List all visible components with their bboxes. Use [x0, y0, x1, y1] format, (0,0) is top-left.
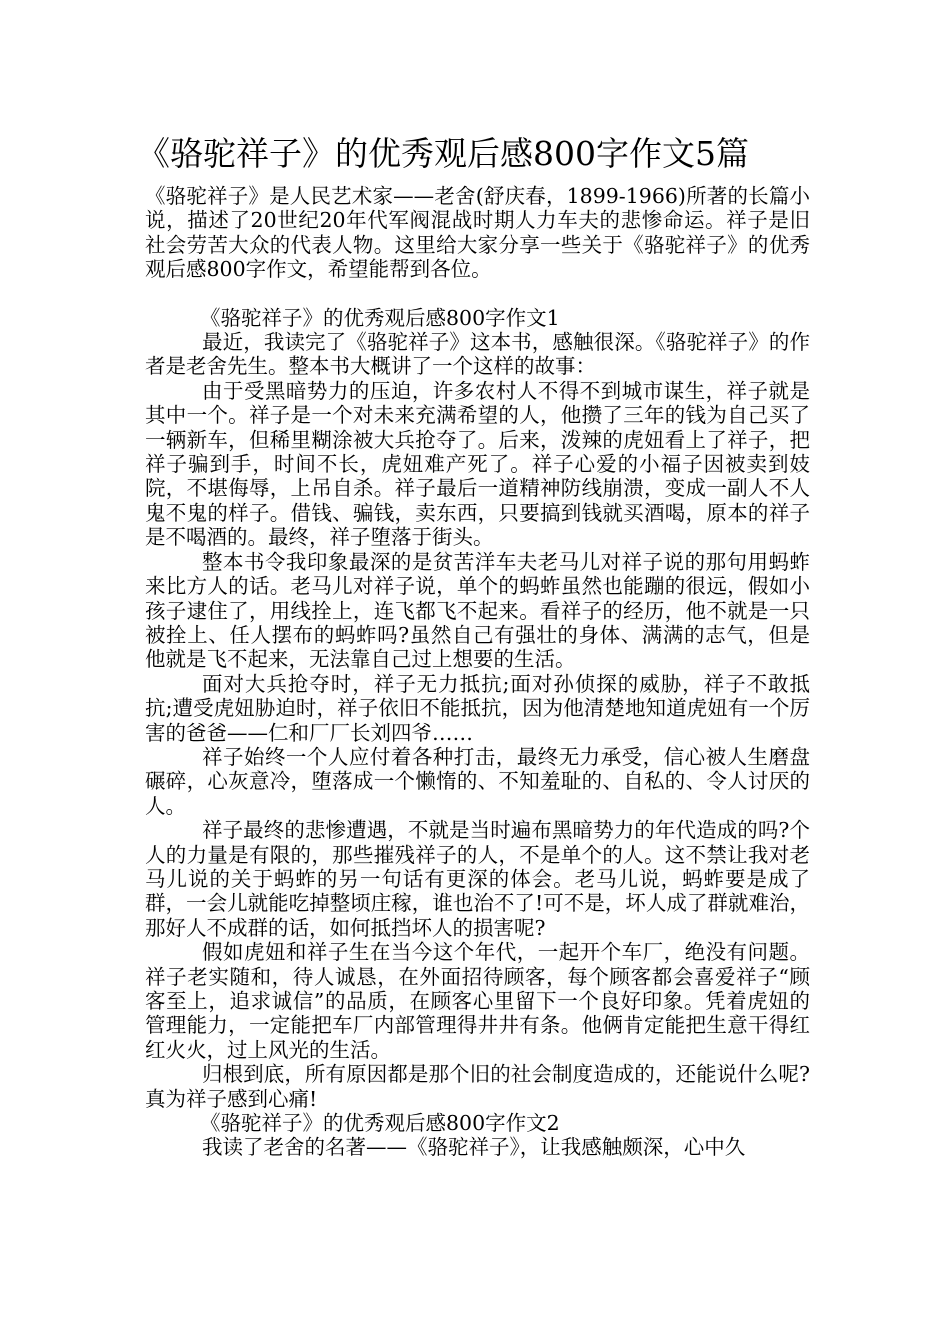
paragraph: 归根到底，所有原因都是那个旧的社会制度造成的，还能说什么呢?真为祥子感到心痛!	[145, 1062, 810, 1111]
intro-paragraph: 《骆驼祥子》是人民艺术家——老舍(舒庆春，1899-1966)所著的长篇小说，描述了20世纪20年代军阀混战时期人力车夫的悲惨命运。祥子是旧社会劳苦大众的代表人物。这里给大家分享一些关于《骆驼祥子》的优秀观后感800字作文，希望能帮到各位。	[145, 184, 810, 282]
document-page	[137, 132, 810, 1160]
paragraph: 我读了老舍的名著——《骆驼祥子》，让我感触颇深，心中久	[202, 1135, 746, 1160]
paragraph: 最近，我读完了《骆驼祥子》这本书，感触很深。《骆驼祥子》的作者是老舍先生。整本书大概讲了一个这样的故事：	[145, 330, 810, 379]
paragraph: 整本书令我印象最深的是贫苦洋车夫老马儿对祥子说的那句用蚂蚱来比方人的话。老马儿对祥子说，单个的蚂蚱虽然也能蹦的很远，假如小孩子逮住了，用线拴上，连飞都飞不起来。看祥子的经历，他不就是一只被拴上、任人摆布的蚂蚱吗?虽然自己有强壮的身体、满满的志气，但是他就是飞不起来，无法靠自己过上想要的生活。	[145, 549, 810, 672]
document-title: 《骆驼祥子》的优秀观后感800字作文5篇	[137, 134, 749, 173]
section-heading-1: 《骆驼祥子》的优秀观后感800字作文1	[200, 305, 560, 330]
paragraph: 祥子最终的悲惨遭遇，不就是当时遍布黑暗势力的年代造成的吗?个人的力量是有限的，那些摧残祥子的人，不是单个的人。这不禁让我对老马儿说的关于蚂蚱的另一句话有更深的体会。老马儿说，蚂蚱要是成了群，一会儿就能吃掉整顷庄稼，谁也治不了!可不是，坏人成了群就难治，那好人不成群的话，如何抵挡坏人的损害呢?	[145, 818, 810, 940]
paragraph: 由于受黑暗势力的压迫，许多农村人不得不到城市谋生，祥子就是其中一个。祥子是一个对未来充满希望的人，他攒了三年的钱为自己买了一辆新车，但稀里糊涂被大兵抢夺了。后来，泼辣的虎妞看上了祥子，把祥子骗到手，时间不长，虎妞难产死了。祥子心爱的小福子因被卖到妓院，不堪侮辱，上吊自杀。祥子最后一道精神防线崩溃，变成一副人不人鬼不鬼的样子。借钱、骗钱，卖东西，只要搞到钱就买酒喝，原本的祥子是不喝酒的。最终，祥子堕落于街头。	[145, 378, 810, 550]
section-heading-2: 《骆驼祥子》的优秀观后感800字作文2	[200, 1111, 560, 1136]
paragraph: 假如虎妞和祥子生在当今这个年代，一起开个车厂，绝没有问题。祥子老实随和，待人诚恳，在外面招待顾客，每个顾客都会喜爱祥子“顾客至上，追求诚信”的品质，在顾客心里留下一个良好印象。凭着虎妞的管理能力，一定能把车厂内部管理得井井有条。他俩肯定能把生意干得红红火火，过上风光的生活。	[145, 940, 810, 1062]
paragraph: 面对大兵抢夺时，祥子无力抵抗;面对孙侦探的威胁，祥子不敢抵抗;遭受虎妞胁迫时，祥子依旧不能抵抗，因为他清楚地知道虎妞有一个厉害的爸爸——仁和厂厂长刘四爷……	[145, 671, 810, 745]
paragraph: 祥子始终一个人应付着各种打击，最终无力承受，信心被人生磨盘碾碎，心灰意冷，堕落成一个懒惰的、不知羞耻的、自私的、令人讨厌的人。	[145, 744, 810, 818]
